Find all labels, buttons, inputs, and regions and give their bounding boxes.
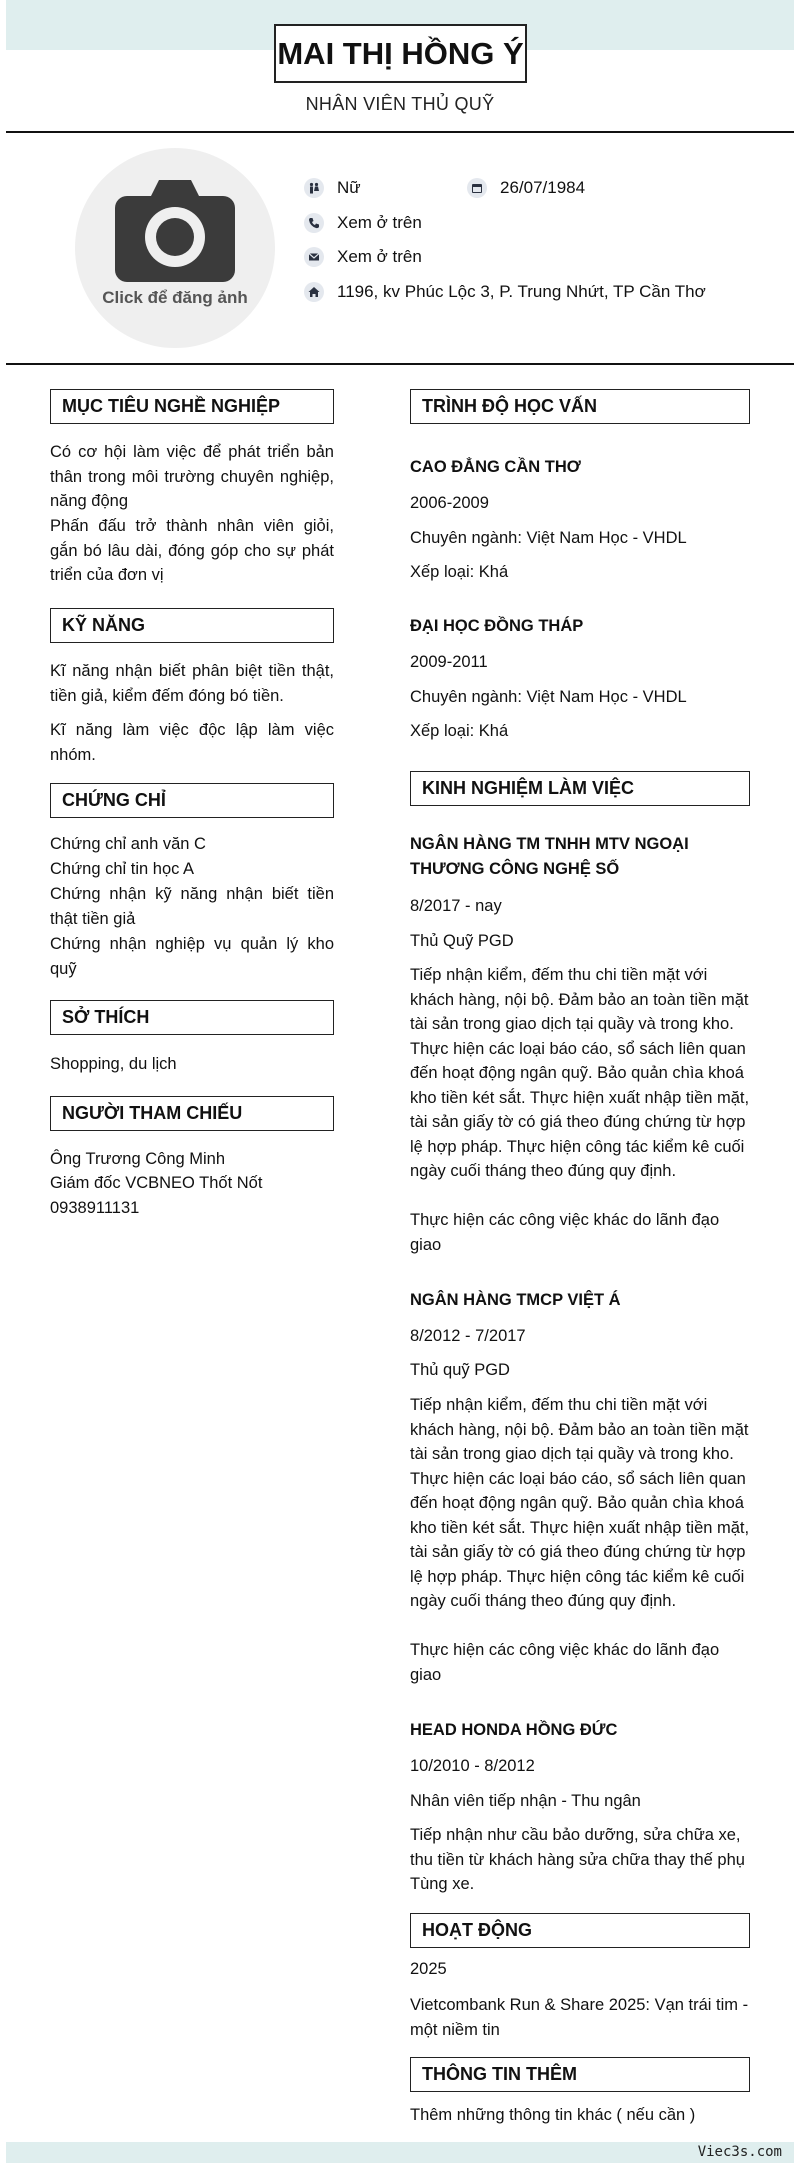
section-more-info-title[interactable]: THÔNG TIN THÊM <box>410 2057 750 2092</box>
objective-line-2[interactable]: Phấn đấu trở thành nhân viên giỏi, gắn bó lâu dài, đóng góp cho sự phát triển của đơn vị <box>50 517 334 584</box>
activity-text[interactable]: Vietcombank Run & Share 2025: Vạn trái tim - một niềm tin <box>410 1996 749 2039</box>
phone-icon <box>304 213 324 233</box>
experience-position-3[interactable]: Nhân viên tiếp nhận - Thu ngân <box>410 1792 641 1810</box>
education-years-1[interactable]: 2006-2009 <box>410 494 489 512</box>
experience-desc-3[interactable]: Tiếp nhận như cầu bảo dưỡng, sửa chữa xe, thu tiền từ khách hàng sửa chữa thay thế phụ Tùng xe. <box>410 1826 745 1893</box>
experience-position-2[interactable]: Thủ quỹ PGD <box>410 1361 510 1379</box>
section-objective-title[interactable]: MỤC TIÊU NGHỀ NGHIỆP <box>50 389 334 424</box>
section-activities-title[interactable]: HOẠT ĐỘNG <box>410 1913 750 1948</box>
envelope-icon <box>304 247 324 267</box>
experience-company-2[interactable]: NGÂN HÀNG TMCP VIỆT Á <box>410 1291 621 1309</box>
experience-desc-2b[interactable]: Thực hiện các công việc khác do lãnh đạo giao <box>410 1641 720 1684</box>
address-field[interactable] <box>304 282 706 302</box>
birthday-value: 26/07/1984 <box>500 178 586 197</box>
skill-item-1[interactable]: Kĩ năng nhận biết phân biệt tiền thật, tiền giả, kiểm đếm đóng bó tiền. <box>50 662 334 705</box>
experience-desc-2[interactable]: Tiếp nhận kiểm, đếm thu chi tiền mặt với khách hàng, nội bộ. Đảm bảo an toàn tiền mặt tài sản trong giao dịch tại quầy và trong kho. Thực hiện các loại báo cáo, sổ sách liên quan đến hoạt động ngân quỹ. Bảo quản chìa khoá kho tiền két sắt. Thực hiện xuất nhập tiền mặt, tài sản giấy tờ có giá theo đúng chứng từ hợp lệ hợp pháp. Thực hiện công tác kiểm kê cuối ngày cuối tháng theo đúng quy định. <box>410 1396 750 1610</box>
section-education-title[interactable]: TRÌNH ĐỘ HỌC VẤN <box>410 389 750 424</box>
education-school-2[interactable]: ĐẠI HỌC ĐỒNG THÁP <box>410 617 584 635</box>
experience-desc-1[interactable]: Tiếp nhận kiểm, đếm thu chi tiền mặt với khách hàng, nội bộ. Đảm bảo an toàn tiền mặt tài sản trong giao dịch tại quầy và trong kho. Thực hiện các loại báo cáo, sổ sách liên quan đến hoạt động ngân quỹ. Bảo quản chìa khoá kho tiền két sắt. Thực hiện xuất nhập tiền mặt, tài sản giấy tờ có giá theo đúng chứng từ hợp lệ hợp pháp. Thực hiện công tác kiểm kê cuối ngày cuối tháng theo đúng quy định. <box>410 966 750 1180</box>
certificate-item-2[interactable]: Chứng chỉ tin học A <box>50 860 195 878</box>
calendar-icon <box>467 178 487 198</box>
gender-icon <box>304 178 324 198</box>
section-references-title[interactable]: NGƯỜI THAM CHIẾU <box>50 1096 334 1131</box>
photo-label: Click để đăng ảnh <box>102 288 248 307</box>
reference-name[interactable]: Ông Trương Công Minh <box>50 1150 226 1168</box>
hobbies-text[interactable]: Shopping, du lịch <box>50 1055 177 1073</box>
header-divider <box>6 131 794 133</box>
experience-period-2[interactable]: 8/2012 - 7/2017 <box>410 1327 526 1345</box>
gender-value: Nữ <box>337 178 361 197</box>
phone-value: Xem ở trên <box>337 213 422 232</box>
reference-title[interactable]: Giám đốc VCBNEO Thốt Nốt <box>50 1174 263 1192</box>
certificate-item-4[interactable]: Chứng nhận nghiệp vụ quản lý kho quỹ <box>50 935 334 978</box>
experience-company-1[interactable]: NGÂN HÀNG TM TNHH MTV NGOẠI THƯƠNG CÔNG NGHỆ SỐ <box>410 835 689 878</box>
certificate-item-1[interactable]: Chứng chỉ anh văn C <box>50 835 206 853</box>
skill-item-2[interactable]: Kĩ năng làm việc độc lập làm việc nhóm. <box>50 721 334 764</box>
candidate-name[interactable]: MAI THỊ HỒNG Ý <box>274 24 527 83</box>
job-title[interactable]: NHÂN VIÊN THỦ QUỸ <box>305 94 495 114</box>
experience-position-1[interactable]: Thủ Quỹ PGD <box>410 932 514 950</box>
photo-upload[interactable] <box>75 148 275 348</box>
camera-icon <box>115 178 235 282</box>
birthday-field[interactable] <box>467 178 585 198</box>
experience-company-3[interactable]: HEAD HONDA HỒNG ĐỨC <box>410 1721 618 1739</box>
education-major-1[interactable]: Chuyên ngành: Việt Nam Học - VHDL <box>410 529 687 547</box>
experience-desc-1b[interactable]: Thực hiện các công việc khác do lãnh đạo giao <box>410 1211 720 1254</box>
education-grade-1[interactable]: Xếp loại: Khá <box>410 563 509 581</box>
email-field[interactable] <box>304 247 422 267</box>
section-certificates-title[interactable]: CHỨNG CHỈ <box>50 783 334 818</box>
section-skills-title[interactable]: KỸ NĂNG <box>50 608 334 643</box>
reference-phone[interactable]: 0938911131 <box>50 1199 140 1217</box>
education-major-2[interactable]: Chuyên ngành: Việt Nam Học - VHDL <box>410 688 687 706</box>
contact-divider <box>6 363 794 365</box>
section-hobbies-title[interactable]: SỞ THÍCH <box>50 1000 334 1035</box>
bottom-band <box>6 2142 794 2163</box>
education-school-1[interactable]: CAO ĐẲNG CẦN THƠ <box>410 458 581 476</box>
gender-field[interactable] <box>304 178 361 198</box>
education-years-2[interactable]: 2009-2011 <box>410 653 488 671</box>
more-info-text[interactable]: Thêm những thông tin khác ( nếu cần ) <box>410 2106 696 2124</box>
address-value: 1196, kv Phúc Lộc 3, P. Trung Nhứt, TP Cần Thơ <box>337 282 706 301</box>
activity-year[interactable]: 2025 <box>410 1960 447 1978</box>
home-icon <box>304 282 324 302</box>
objective-line-1[interactable]: Có cơ hội làm việc để phát triển bản thân trong môi trường chuyên nghiệp, năng động <box>50 443 334 510</box>
phone-field[interactable] <box>304 213 422 233</box>
section-experience-title[interactable]: KINH NGHIỆM LÀM VIỆC <box>410 771 750 806</box>
watermark: Viec3s.com <box>697 2144 782 2160</box>
certificate-item-3[interactable]: Chứng nhận kỹ năng nhận biết tiền thật tiền giả <box>50 885 334 928</box>
experience-period-1[interactable]: 8/2017 - nay <box>410 897 502 915</box>
experience-period-3[interactable]: 10/2010 - 8/2012 <box>410 1757 535 1775</box>
email-value: Xem ở trên <box>337 247 422 266</box>
education-grade-2[interactable]: Xếp loại: Khá <box>410 722 509 740</box>
